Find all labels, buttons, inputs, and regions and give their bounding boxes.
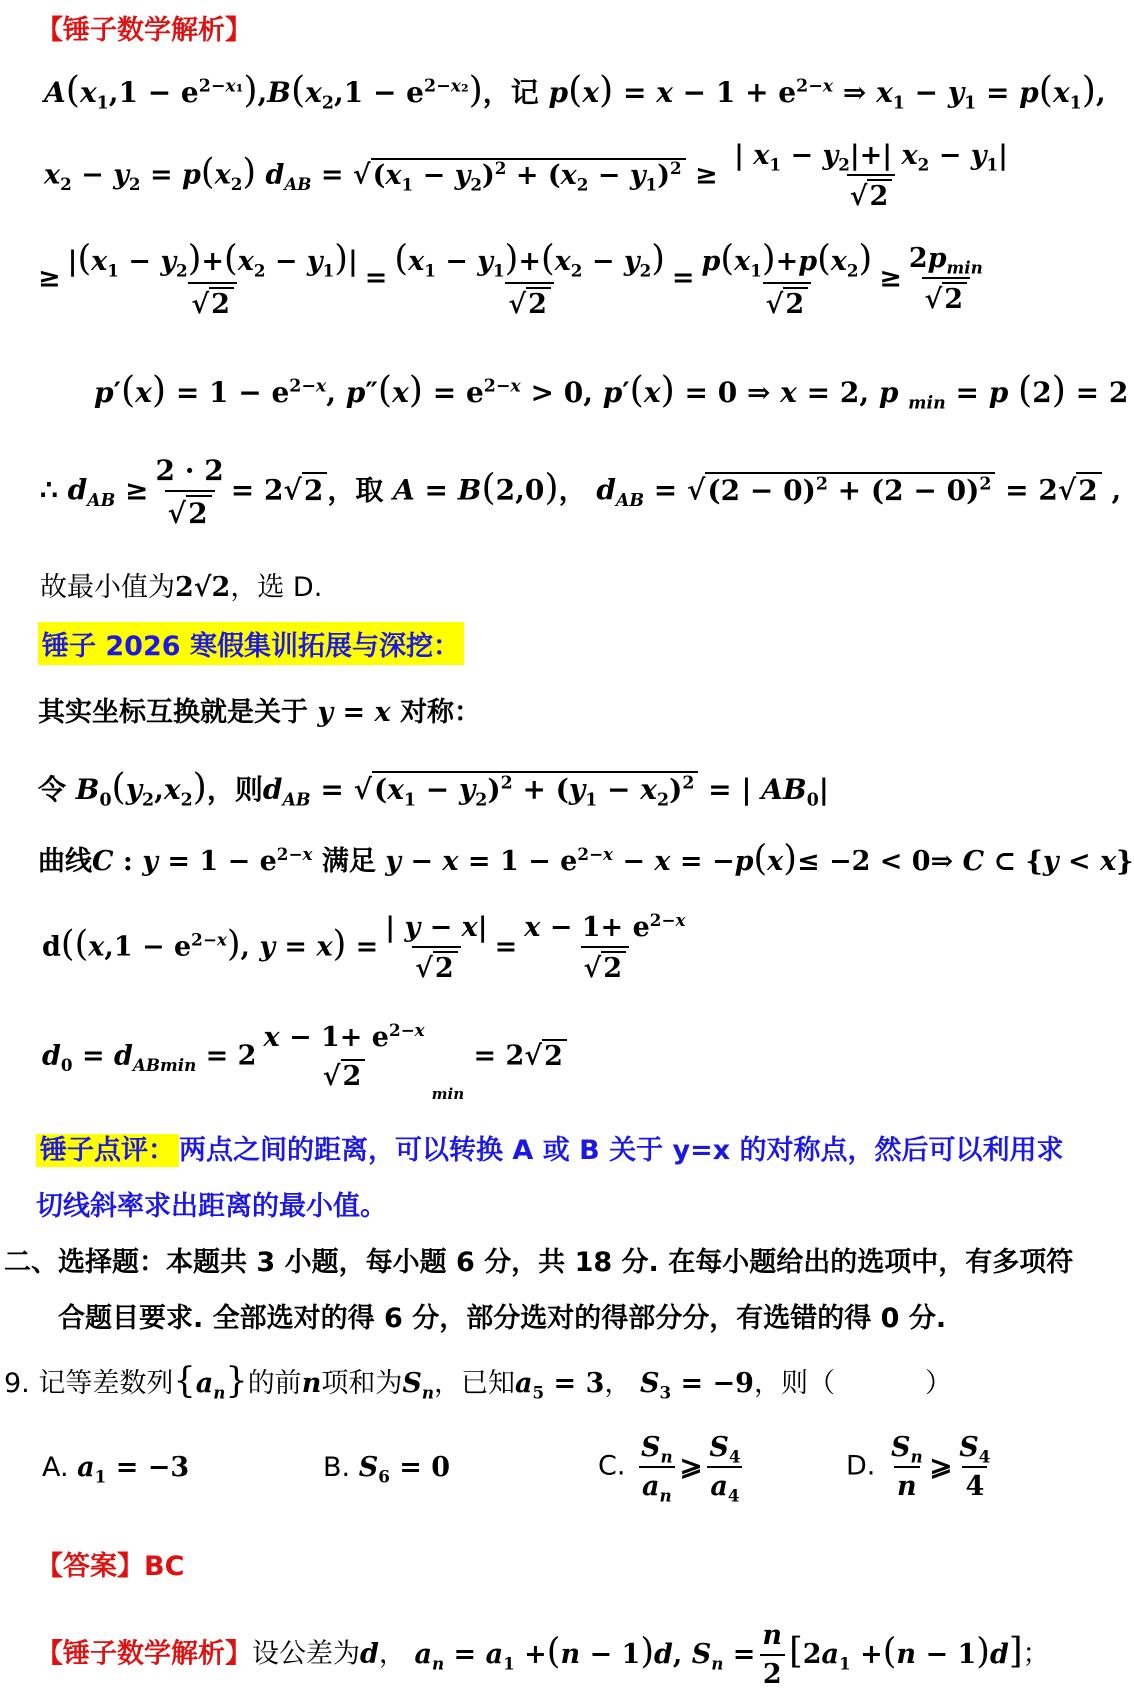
q9-stem-d: ，已知 [434,1368,515,1399]
part2-instructions-2: 合题目要求. 全部选对的得 6 分，部分选对的得部分分，有选错的得 0 分. [58,1303,947,1334]
extension-line-reflection: 令 $B_0(y_2,x_2)$，则$d_{AB} = √(x_1 - y_2)^2 + (y_1 - x_2)^2$ = | $AB_0|$ [38,765,829,811]
answer-value: BC [144,1551,185,1582]
q9-stem-a: 记等差数列 [38,1368,174,1399]
q9-stem-f: ） [924,1368,952,1399]
q9-stem-e: ，则（ [753,1368,835,1399]
extension-line-d0: $d_0 = d_{ABmin} = 2$ $x - 1+ e^{2-x}$ √2 min = 2√2 [42,1022,567,1103]
q9-stem-c: 项和为 [321,1368,403,1399]
math-line-derivative: $p'(x) = 1 - e^{2-x}$, $p''(x) = e^{2-x} > 0$, p′(x) = 0 ⇒ x = 2, p $_{min}$ = p (2) = 2 [94,368,1129,414]
comment-line-1 [36,1128,1064,1167]
comment-line-2: 切线斜率求出距离的最小值。 [36,1191,387,1222]
solution-line: 【锤子数学解析】设公差为d， $a_n = a_1 +(n - 1)d$, $S_n$ = $\frac{n}{2}$ $[2a_1 +(n - 1)d]$； [36,1620,1050,1690]
solution-text: 设公差为 [252,1638,360,1670]
extension-line3-prefix: 曲线 [38,846,92,877]
solution-heading-q9: 【锤子数学解析】 [36,1638,252,1670]
extension-line2-prefix: 令 [38,773,67,806]
extension-line1-suffix: 对称： [400,697,482,728]
extension-line-curve: 曲线C : $y = 1 - e^{2-x}$ 满足 $y - x = 1 - e^{2-x} - x = -p(x)\le -2$ < 0⇒ C ⊂ {y < x} [38,838,1134,879]
conclusion-choice: ，选 D. [230,572,323,603]
extension-heading: 锤子 2026 寒假集训拓展与深挖： [38,622,464,665]
math-line-points: $A(x_1,1 - e^{2-x_1}),B(x_2,1 - e^{2-x_2})$，记 $p(x) = x - 1 + e^{2-x}$ ⇒ $x_1 - y_1 = p(x_1)$, [44,68,1106,114]
option-c-label: C. [598,1450,626,1482]
part2-instructions-1: 二、选择题：本题共 3 小题，每小题 6 分，共 18 分. 在每小题给出的选项中，有多项符 [4,1247,1074,1278]
answer-label: 【答案】 [36,1551,144,1582]
option-d-label: D. [846,1450,876,1482]
extension-line-symmetry: 其实坐标互换就是关于 y = x 对称： [38,697,482,728]
option-c[interactable]: C. $\frac{S_n}{a_n}$ ⩾ $\frac{S_4}{a_4}$ [598,1432,741,1506]
answer-line [36,1544,184,1583]
comment-label: 锤子点评： [36,1134,179,1167]
math-line-minimum: ∴ $d_{AB}$ ≥ $\frac{2 \cdot 2}{√2}$ = 2√2 ，取 A = B(2,0)， $d_{AB} = √(2 - 0)^2 + (2 - 0)^2 = 2√2$ , [40,454,1122,530]
math-line-inequality-chain: ≥ $\frac{|(x_1 - y_2)+(x_2 - y_1)|}{√2}$ = $\frac{(x_1 - y_1)+(x_2 - y_2)}{√2}$ = $\frac{p(x_1)+p(x_2)}{√2}$ ≥ $\frac{2p_{min}}{√2}$ [38,238,983,320]
option-a[interactable]: A. $a_1 = -3$ [42,1452,190,1487]
option-d[interactable]: D. $\frac{S_n}{n}$ ⩾ $\frac{S_4}{4}$ [846,1432,991,1502]
option-b-label: B. [323,1452,351,1483]
conclusion-line [40,565,322,604]
solution-heading: 【锤子数学解析】 [36,15,252,46]
extension-line1-prefix: 其实坐标互换就是关于 [38,697,308,728]
comment-text-1: 两点之间的距离，可以转换 A 或 B 关于 y=x 的对称点，然后可以利用求 [179,1135,1064,1166]
question-9-number: 9. [4,1368,30,1399]
option-b[interactable]: B. $S_6 = 0$ [323,1452,451,1487]
conclusion-value: 2√2 [175,572,231,603]
math-line-distance: $x_2 - y_2 = p(x_2) d_{AB} = √(x_1 - y_2)^2 + (x_2 - y_1)^2$ ≥ $\frac{| x_1 - y_2|+| x_2 - y_1|}{√2}$ [44,140,1008,212]
conclusion-text: 故最小值为 [40,572,175,603]
option-a-label: A. [42,1452,69,1483]
extension-line-point-line-distance: $d((x,1 - e^{2-x})$, y = x) = $\frac{| y - x|}{√2}$ = $\frac{x - 1+ e^{2-x}}{√2}$ [42,910,686,984]
extension-line3-mid: 满足 [321,846,376,877]
q9-stem-b: 的前 [247,1368,302,1399]
question-9-stem: 9. 记等差数列$\{a_n\}$的前n项和为$S_n$，已知$a_5 = 3$， $S_3 = -9$，则（ ） [4,1360,952,1403]
extension-line2-mid: ，则 [206,773,263,806]
